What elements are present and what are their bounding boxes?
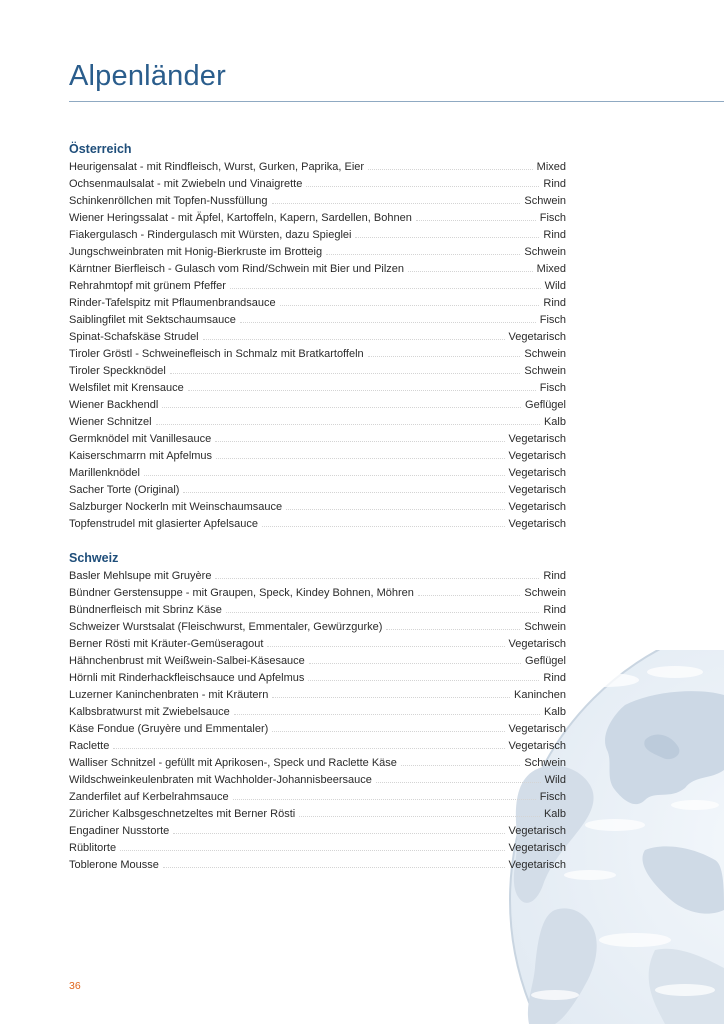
- dish-name: Rehrahmtopf mit grünem Pfeffer: [69, 280, 226, 292]
- dish-category: Wild: [544, 280, 566, 292]
- dotted-leader: [226, 601, 540, 613]
- dish-row: [69, 311, 566, 328]
- section-schweiz: [69, 550, 566, 873]
- dish-category: Vegetarisch: [508, 825, 566, 837]
- dotted-leader: [188, 379, 536, 391]
- dish-name: Käse Fondue (Gruyère und Emmentaler): [69, 723, 269, 735]
- dish-name: Raclette: [69, 740, 110, 752]
- dish-category: Schwein: [524, 348, 566, 360]
- dish-category: Schwein: [524, 621, 566, 633]
- dish-category: Vegetarisch: [508, 467, 566, 479]
- dish-name: Bündner Gerstensuppe - mit Graupen, Speck, Kindey Bohnen, Möhren: [69, 587, 414, 599]
- dotted-leader: [386, 618, 520, 630]
- dotted-leader: [272, 192, 521, 204]
- dish-row: [69, 669, 566, 686]
- title-divider: [69, 101, 724, 102]
- dish-row: [69, 584, 566, 601]
- dotted-leader: [280, 294, 540, 306]
- dish-category: Rind: [543, 229, 566, 241]
- dish-row: [69, 720, 566, 737]
- dotted-leader: [272, 720, 504, 732]
- dotted-leader: [234, 703, 540, 715]
- dish-row: [69, 567, 566, 584]
- dish-row: [69, 209, 566, 226]
- dish-row: [69, 413, 566, 430]
- dish-row: [69, 345, 566, 362]
- dish-name: Tiroler Speckknödel: [69, 365, 166, 377]
- dish-category: Kalb: [543, 416, 566, 428]
- dish-category: Schwein: [524, 195, 566, 207]
- dotted-leader: [156, 413, 540, 425]
- dish-row: [69, 788, 566, 805]
- dish-row: [69, 635, 566, 652]
- dish-row: [69, 515, 566, 532]
- dotted-leader: [163, 856, 505, 868]
- dish-category: Fisch: [539, 314, 566, 326]
- dish-row: [69, 822, 566, 839]
- dish-row: [69, 481, 566, 498]
- dish-category: Vegetarisch: [508, 740, 566, 752]
- dish-name: Sacher Torte (Original): [69, 484, 180, 496]
- dish-category: Vegetarisch: [508, 859, 566, 871]
- dish-row: [69, 294, 566, 311]
- dish-name: Rüblitorte: [69, 842, 117, 854]
- section-heading: Schweiz: [69, 551, 119, 565]
- dotted-leader: [215, 567, 539, 579]
- dish-name: Schinkenröllchen mit Topfen-Nussfüllung: [69, 195, 268, 207]
- dish-name: Spinat-Schafskäse Strudel: [69, 331, 199, 343]
- dotted-leader: [233, 788, 536, 800]
- dotted-leader: [306, 175, 539, 187]
- dish-name: Berner Rösti mit Kräuter-Gemüseragout: [69, 638, 264, 650]
- dish-name: Heurigensalat - mit Rindfleisch, Wurst, Gurken, Paprika, Eier: [69, 161, 365, 173]
- dish-row: [69, 686, 566, 703]
- dish-name: Engadiner Nusstorte: [69, 825, 170, 837]
- dotted-leader: [368, 158, 533, 170]
- dish-row: [69, 601, 566, 618]
- dish-category: Vegetarisch: [508, 484, 566, 496]
- dotted-leader: [230, 277, 541, 289]
- dish-category: Rind: [543, 672, 566, 684]
- dish-category: Vegetarisch: [508, 450, 566, 462]
- dish-category: Wild: [544, 774, 566, 786]
- dotted-leader: [144, 464, 505, 476]
- dish-name: Züricher Kalbsgeschnetzeltes mit Berner Rösti: [69, 808, 296, 820]
- dish-row: [69, 447, 566, 464]
- dish-name: Kaiserschmarrn mit Apfelmus: [69, 450, 213, 462]
- dish-name: Kärntner Bierfleisch - Gulasch vom Rind/Schwein mit Bier und Pilzen: [69, 263, 405, 275]
- dish-name: Basler Mehlsupe mit Gruyère: [69, 570, 212, 582]
- dish-category: Schwein: [524, 365, 566, 377]
- dish-row: [69, 226, 566, 243]
- dotted-leader: [376, 771, 541, 783]
- dotted-leader: [203, 328, 505, 340]
- dish-row: [69, 464, 566, 481]
- dish-name: Germknödel mit Vanillesauce: [69, 433, 212, 445]
- dish-category: Fisch: [539, 212, 566, 224]
- dish-row: [69, 652, 566, 669]
- dish-category: Mixed: [536, 263, 566, 275]
- dish-name: Zanderfilet auf Kerbelrahmsauce: [69, 791, 229, 803]
- dish-row: [69, 175, 566, 192]
- dish-category: Vegetarisch: [508, 331, 566, 343]
- dish-category: Fisch: [539, 791, 566, 803]
- page-title: Alpenländer: [69, 60, 226, 92]
- dish-row: [69, 498, 566, 515]
- dish-category: Rind: [543, 178, 566, 190]
- dish-name: Walliser Schnitzel - gefüllt mit Aprikosen-, Speck und Raclette Käse: [69, 757, 397, 769]
- dotted-leader: [272, 686, 510, 698]
- dish-row: [69, 243, 566, 260]
- dotted-leader: [120, 839, 504, 851]
- dotted-leader: [368, 345, 521, 357]
- dish-row: [69, 737, 566, 754]
- dish-list: [69, 158, 566, 532]
- dish-row: [69, 362, 566, 379]
- dish-name: Jungschweinbraten mit Honig-Bierkruste im Brotteig: [69, 246, 323, 258]
- dotted-leader: [299, 805, 540, 817]
- dish-name: Saiblingfilet mit Sektschaumsauce: [69, 314, 236, 326]
- dotted-leader: [170, 362, 521, 374]
- dotted-leader: [309, 652, 521, 664]
- dish-category: Schwein: [524, 587, 566, 599]
- dish-category: Vegetarisch: [508, 723, 566, 735]
- dotted-leader: [215, 430, 504, 442]
- dish-row: [69, 754, 566, 771]
- dish-name: Wiener Schnitzel: [69, 416, 152, 428]
- dish-row: [69, 379, 566, 396]
- dish-name: Toblerone Mousse: [69, 859, 159, 871]
- dish-category: Geflügel: [525, 399, 566, 411]
- dotted-leader: [173, 822, 504, 834]
- dish-row: [69, 277, 566, 294]
- dotted-leader: [355, 226, 539, 238]
- dotted-leader: [286, 498, 504, 510]
- dish-category: Rind: [543, 570, 566, 582]
- dish-category: Fisch: [539, 382, 566, 394]
- dish-name: Wildschweinkeulenbraten mit Wachholder-Johannisbeersauce: [69, 774, 372, 786]
- dish-name: Ochsenmaulsalat - mit Zwiebeln und Vinaigrette: [69, 178, 303, 190]
- dish-row: [69, 158, 566, 175]
- dotted-leader: [418, 584, 521, 596]
- dish-list: [69, 567, 566, 873]
- dish-category: Rind: [543, 604, 566, 616]
- dish-category: Mixed: [536, 161, 566, 173]
- dish-category: Vegetarisch: [508, 433, 566, 445]
- dish-name: Hähnchenbrust mit Weißwein-Salbei-Käsesauce: [69, 655, 305, 667]
- dish-row: [69, 839, 566, 856]
- dish-category: Vegetarisch: [508, 501, 566, 513]
- dotted-leader: [408, 260, 533, 272]
- dish-name: Wiener Backhendl: [69, 399, 159, 411]
- dotted-leader: [308, 669, 539, 681]
- dish-category: Kalb: [543, 808, 566, 820]
- dish-name: Kalbsbratwurst mit Zwiebelsauce: [69, 706, 230, 718]
- dish-row: [69, 328, 566, 345]
- dish-category: Geflügel: [525, 655, 566, 667]
- dish-category: Rind: [543, 297, 566, 309]
- dish-name: Luzerner Kaninchenbraten - mit Kräutern: [69, 689, 269, 701]
- dish-name: Topfenstrudel mit glasierter Apfelsauce: [69, 518, 258, 530]
- dotted-leader: [183, 481, 504, 493]
- dish-name: Wiener Heringssalat - mit Äpfel, Kartoffeln, Kapern, Sardellen, Bohnen: [69, 212, 412, 224]
- dish-category: Schwein: [524, 757, 566, 769]
- dotted-leader: [262, 515, 505, 527]
- page-number: 36: [69, 980, 81, 992]
- dotted-leader: [267, 635, 504, 647]
- dish-row: [69, 771, 566, 788]
- dish-row: [69, 856, 566, 873]
- dish-row: [69, 396, 566, 413]
- dish-category: Schwein: [524, 246, 566, 258]
- dish-name: Marillenknödel: [69, 467, 140, 479]
- dish-row: [69, 703, 566, 720]
- dish-row: [69, 430, 566, 447]
- dish-row: [69, 618, 566, 635]
- dotted-leader: [401, 754, 521, 766]
- dish-category: Kalb: [543, 706, 566, 718]
- dish-category: Vegetarisch: [508, 842, 566, 854]
- dish-row: [69, 805, 566, 822]
- dish-name: Bündnerfleisch mit Sbrinz Käse: [69, 604, 222, 616]
- dotted-leader: [326, 243, 520, 255]
- dotted-leader: [416, 209, 536, 221]
- dotted-leader: [240, 311, 536, 323]
- dish-name: Welsfilet mit Krensauce: [69, 382, 184, 394]
- dish-name: Hörnli mit Rinderhackfleischsauce und Apfelmus: [69, 672, 305, 684]
- dish-row: [69, 192, 566, 209]
- dish-name: Salzburger Nockerln mit Weinschaumsauce: [69, 501, 283, 513]
- dish-name: Schweizer Wurstsalat (Fleischwurst, Emmentaler, Gewürzgurke): [69, 621, 383, 633]
- dish-category: Vegetarisch: [508, 518, 566, 530]
- dish-row: [69, 260, 566, 277]
- dotted-leader: [216, 447, 504, 459]
- dish-name: Rinder-Tafelspitz mit Pflaumenbrandsauce: [69, 297, 276, 309]
- dish-name: Fiakergulasch - Rindergulasch mit Würsten, dazu Spieglei: [69, 229, 352, 241]
- section-oesterreich: [69, 141, 566, 532]
- section-heading: Österreich: [69, 142, 132, 156]
- dish-category: Kaninchen: [514, 689, 566, 701]
- dotted-leader: [113, 737, 504, 749]
- dish-category: Vegetarisch: [508, 638, 566, 650]
- dotted-leader: [162, 396, 521, 408]
- dish-name: Tiroler Gröstl - Schweinefleisch in Schmalz mit Bratkartoffeln: [69, 348, 364, 360]
